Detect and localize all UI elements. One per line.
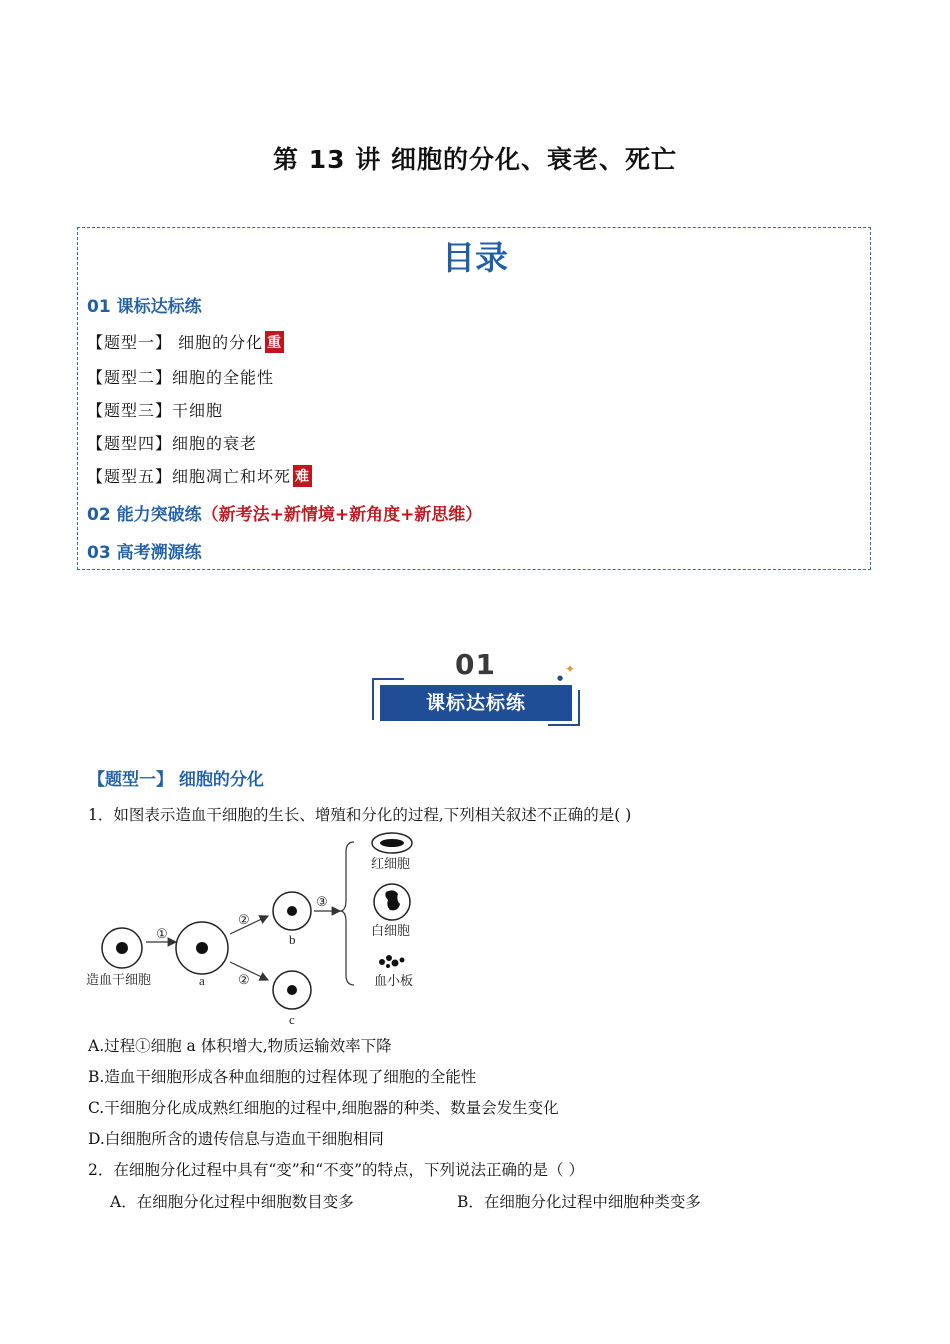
hematopoiesis-diagram xyxy=(84,830,444,1030)
dot-icon: ● xyxy=(557,674,564,682)
label-stem-cell: 造血干细胞 xyxy=(86,973,152,988)
label-step1: ① xyxy=(156,926,168,941)
label-b: b xyxy=(289,932,296,947)
stem-cell xyxy=(102,928,142,968)
banner-number: 01 xyxy=(455,648,496,681)
label-step3: ③ xyxy=(316,894,328,909)
option-c[interactable]: C.干细胞分化成成熟红细胞的过程中,细胞器的种类、数量会发生变化 xyxy=(88,1099,559,1117)
label-step2-lower: ② xyxy=(238,972,250,987)
sparkle-icon: ✦ xyxy=(565,662,576,676)
toc-item-4[interactable]: 【题型四】细胞的衰老 xyxy=(87,434,258,453)
label-platelet: 血小板 xyxy=(374,974,414,989)
label-step2-upper: ② xyxy=(238,912,250,927)
toc-section-2[interactable]: 02 能力突破练（新考法+新情境+新角度+新思维） xyxy=(87,505,483,525)
label-wbc: 白细胞 xyxy=(371,924,411,939)
key-badge: 重 xyxy=(265,331,284,353)
red-blood-cell xyxy=(372,833,412,853)
label-rbc: 红细胞 xyxy=(371,857,411,872)
toc-section-3[interactable]: 03 高考溯源练 xyxy=(87,543,202,563)
brace xyxy=(340,842,354,985)
q2-option-a[interactable]: A．在细胞分化过程中细胞数目变多 xyxy=(110,1193,354,1211)
q2-option-b[interactable]: B．在细胞分化过程中细胞种类变多 xyxy=(457,1193,701,1211)
white-blood-cell xyxy=(374,884,410,920)
option-b[interactable]: B.造血干细胞形成各种血细胞的过程体现了细胞的全能性 xyxy=(88,1068,477,1086)
option-a[interactable]: A.过程①细胞 a 体积增大,物质运输效率下降 xyxy=(88,1037,392,1055)
label-a: a xyxy=(199,973,205,988)
toc-section-1[interactable]: 01 课标达标练 xyxy=(87,297,202,317)
question-1-stem: 1．如图表示造血干细胞的生长、增殖和分化的过程,下列相关叙述不正确的是( ) xyxy=(88,806,632,824)
section-banner: 课标达标练 xyxy=(380,685,572,721)
platelets xyxy=(379,955,405,968)
cell-b xyxy=(273,892,311,930)
page-title: 第 13 讲 细胞的分化、衰老、死亡 xyxy=(273,145,677,174)
question-2-stem: 2．在细胞分化过程中具有“变”和“不变”的特点，下列说法正确的是（ ） xyxy=(88,1161,584,1179)
toc-heading: 目录 xyxy=(442,238,508,277)
cell-a xyxy=(176,922,228,974)
option-d[interactable]: D.白细胞所含的遗传信息与造血干细胞相同 xyxy=(88,1130,384,1148)
toc-item-3[interactable]: 【题型三】干细胞 xyxy=(87,401,224,420)
cell-c xyxy=(273,971,311,1009)
toc-item-2[interactable]: 【题型二】细胞的全能性 xyxy=(87,368,275,387)
question-type-heading: 【题型一】 细胞的分化 xyxy=(88,770,264,790)
toc-item-5[interactable]: 【题型五】细胞凋亡和坏死 难 xyxy=(87,467,311,486)
hard-badge: 难 xyxy=(293,465,312,487)
label-c: c xyxy=(289,1012,295,1027)
toc-item-1[interactable]: 【题型一】 细胞的分化 重 xyxy=(87,333,283,352)
